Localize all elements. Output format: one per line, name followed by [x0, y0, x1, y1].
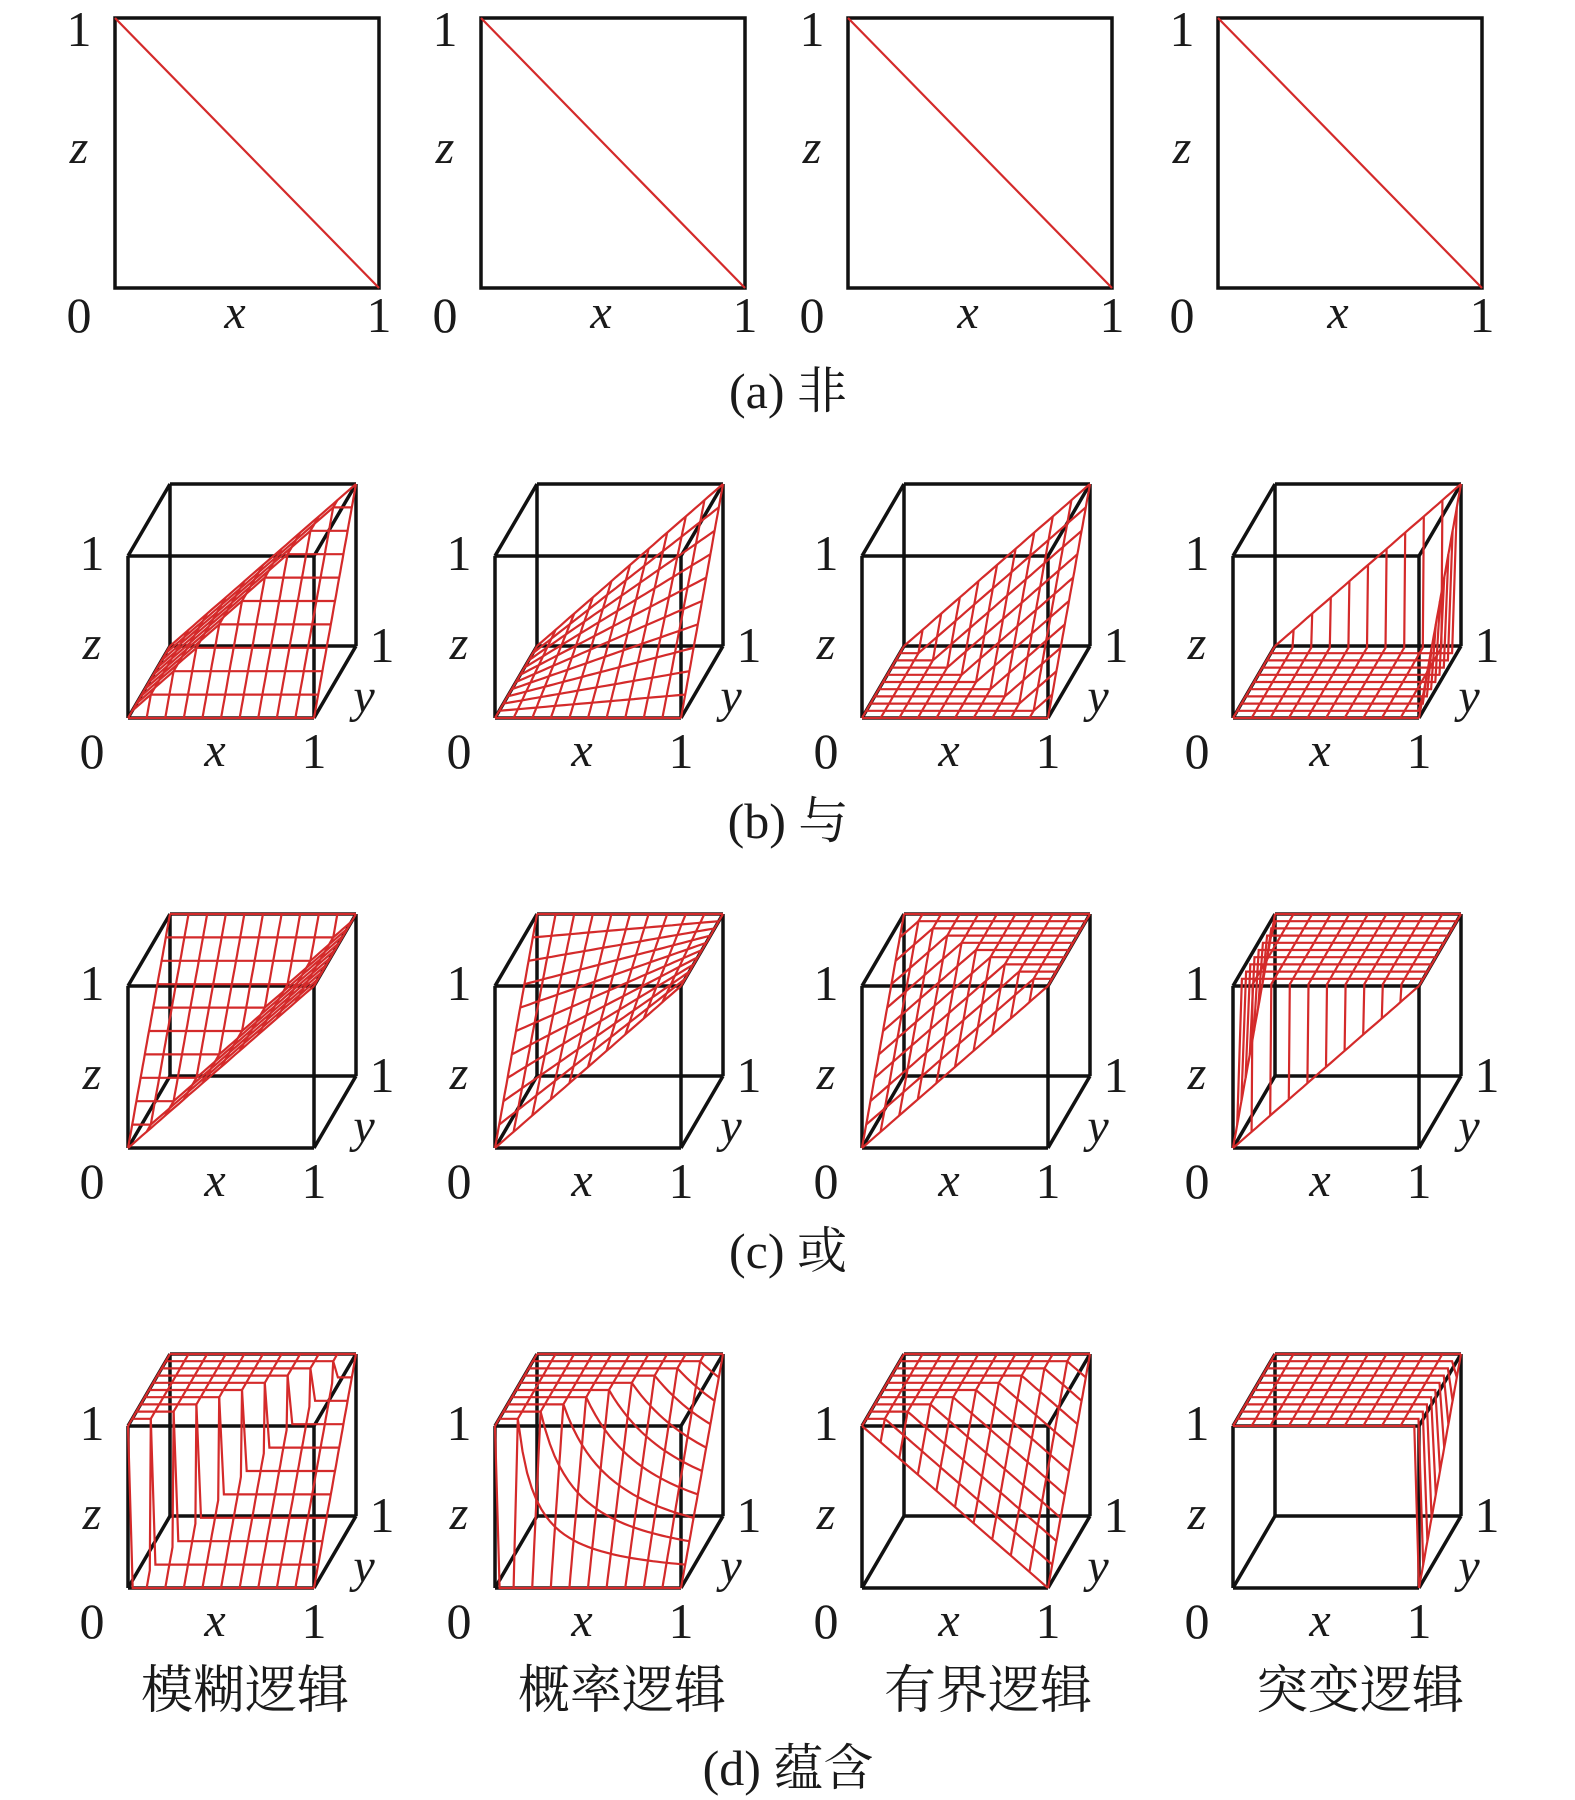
x-tick-1: 1 [1099, 287, 1125, 343]
not-curve [848, 18, 1112, 288]
x-axis-label: x [224, 286, 246, 339]
cube-edge [495, 484, 537, 556]
x-axis-label: x [571, 724, 593, 777]
z-axis-label: z [1172, 121, 1192, 174]
y-axis-label: y [353, 1540, 375, 1593]
y-tick-1: 1 [736, 1487, 762, 1543]
cube-edge [1048, 1076, 1090, 1148]
y-axis-label: y [1087, 1100, 1109, 1153]
surface-mesh [495, 1354, 723, 1588]
y-axis-label: y [1087, 670, 1109, 723]
x-tick-1: 1 [1469, 287, 1495, 343]
y-axis-label: y [720, 670, 742, 723]
x-tick-1: 1 [668, 1153, 694, 1209]
y-tick-1: 1 [736, 617, 762, 673]
z-tick-1: 1 [1184, 1395, 1210, 1451]
z-tick-1: 1 [432, 1, 458, 57]
panel-b-3 [814, 484, 1129, 779]
mesh-line [132, 1419, 318, 1565]
mesh-line [533, 507, 719, 653]
mesh-line [866, 1419, 1052, 1565]
cube-edge [314, 1076, 356, 1148]
x-tick-0: 0 [1184, 1593, 1210, 1649]
panel-a-4 [1170, 1, 1495, 343]
not-curve [481, 18, 745, 288]
z-tick-1: 1 [1169, 1, 1195, 57]
z-tick-1: 1 [813, 955, 839, 1011]
y-tick-1: 1 [1103, 1487, 1129, 1543]
z-tick-1: 1 [813, 525, 839, 581]
x-tick-1: 1 [1035, 723, 1061, 779]
mesh-line [170, 484, 356, 646]
panel-b-2 [447, 484, 762, 779]
cube-edge [862, 484, 904, 556]
x-tick-0: 0 [446, 723, 472, 779]
x-tick-1: 1 [668, 723, 694, 779]
surface-mesh [495, 914, 723, 1148]
x-axis-label: x [1309, 724, 1331, 777]
mesh-line [1326, 565, 1368, 718]
x-axis-label: x [204, 1154, 226, 1207]
x-tick-0: 0 [813, 1593, 839, 1649]
y-tick-1: 1 [1474, 617, 1500, 673]
surface-mesh [1233, 1354, 1461, 1588]
x-axis-label: x [1327, 286, 1349, 339]
z-axis-label: z [435, 121, 455, 174]
mesh-line [149, 950, 335, 1031]
panel-b-1 [80, 484, 395, 779]
x-axis-label: x [1309, 1154, 1331, 1207]
caption-b: (b) 与 [727, 793, 849, 849]
x-tick-0: 0 [79, 1593, 105, 1649]
column-label-1: 模糊逻辑 [140, 1663, 350, 1720]
panel-c-4 [1185, 914, 1500, 1209]
x-tick-0: 0 [813, 1153, 839, 1209]
x-axis-label: x [938, 1154, 960, 1207]
x-tick-0: 0 [446, 1593, 472, 1649]
z-tick-1: 1 [799, 1, 825, 57]
surface-mesh [862, 1354, 1090, 1588]
x-tick-1: 1 [1035, 1593, 1061, 1649]
y-axis-label: y [353, 670, 375, 723]
z-tick-1: 1 [1184, 525, 1210, 581]
y-tick-1: 1 [736, 1047, 762, 1103]
surface-mesh [128, 914, 356, 1148]
panel-d-3 [814, 1354, 1129, 1649]
mesh-line [1241, 1412, 1427, 1542]
y-axis-label: y [1458, 1100, 1480, 1153]
z-axis-label: z [82, 1047, 102, 1100]
surface-mesh [1233, 914, 1461, 1148]
caption-a: (a) 非 [729, 363, 847, 419]
x-tick-1: 1 [1406, 1593, 1432, 1649]
x-tick-0: 0 [1169, 287, 1195, 343]
panel-a-1 [67, 1, 392, 343]
mesh-line [1307, 914, 1349, 1083]
mesh-line [887, 943, 1073, 1008]
z-axis-label: z [802, 121, 822, 174]
x-axis-label: x [571, 1594, 593, 1647]
mesh-line [136, 1412, 322, 1542]
z-tick-1: 1 [79, 525, 105, 581]
x-axis-label: x [204, 724, 226, 777]
y-axis-label: y [1087, 1540, 1109, 1593]
cube-edge [1233, 1516, 1275, 1588]
x-tick-0: 0 [799, 287, 825, 343]
y-axis-label: y [720, 1100, 742, 1153]
x-tick-0: 0 [813, 723, 839, 779]
x-tick-1: 1 [732, 287, 758, 343]
y-axis-label: y [1458, 1540, 1480, 1593]
mesh-line [879, 624, 1065, 689]
x-tick-1: 1 [301, 1593, 327, 1649]
x-tick-1: 1 [366, 287, 392, 343]
cube-edge [1419, 1076, 1461, 1148]
mesh-line [516, 1390, 702, 1471]
surface-mesh [495, 484, 723, 718]
y-tick-1: 1 [369, 1487, 395, 1543]
x-tick-0: 0 [1184, 723, 1210, 779]
surface-mesh [128, 1354, 356, 1588]
mesh-line [1345, 549, 1387, 718]
x-axis-label: x [938, 1594, 960, 1647]
x-tick-0: 0 [79, 1153, 105, 1209]
z-tick-1: 1 [813, 1395, 839, 1451]
z-axis-label: z [816, 617, 836, 670]
column-label-4: 突变逻辑 [1255, 1663, 1465, 1720]
z-tick-1: 1 [1184, 955, 1210, 1011]
z-tick-1: 1 [446, 525, 472, 581]
x-axis-label: x [590, 286, 612, 339]
mesh-line [883, 1390, 1069, 1471]
z-tick-1: 1 [79, 955, 105, 1011]
x-axis-label: x [938, 724, 960, 777]
panel-a-3 [800, 1, 1125, 343]
panel-b-4 [1185, 484, 1500, 779]
z-tick-1: 1 [66, 1, 92, 57]
z-axis-label: z [816, 1047, 836, 1100]
x-axis-label: x [204, 1594, 226, 1647]
not-curve [1218, 18, 1482, 288]
column-label-3: 有界逻辑 [883, 1663, 1093, 1720]
mesh-line [1237, 979, 1423, 1125]
y-tick-1: 1 [369, 1047, 395, 1103]
x-axis-label: x [571, 1154, 593, 1207]
cube-edge [862, 1516, 904, 1588]
z-axis-label: z [1187, 1487, 1207, 1540]
y-axis-label: y [1458, 670, 1480, 723]
x-axis-label: x [1309, 1594, 1331, 1647]
x-tick-1: 1 [301, 1153, 327, 1209]
panel-d-1 [80, 1354, 395, 1649]
x-tick-0: 0 [79, 723, 105, 779]
z-tick-1: 1 [446, 1395, 472, 1451]
z-tick-1: 1 [446, 955, 472, 1011]
z-axis-label: z [1187, 617, 1207, 670]
z-axis-label: z [449, 1047, 469, 1100]
x-tick-0: 0 [1184, 1153, 1210, 1209]
y-tick-1: 1 [1103, 617, 1129, 673]
z-axis-label: z [69, 121, 89, 174]
panel-d-2 [447, 1354, 762, 1649]
x-tick-0: 0 [446, 1153, 472, 1209]
surface-mesh [862, 914, 1090, 1148]
z-axis-label: z [1187, 1047, 1207, 1100]
surface-mesh [1233, 484, 1461, 718]
x-tick-1: 1 [301, 723, 327, 779]
mesh-line [1241, 972, 1427, 1102]
mesh-line [1271, 507, 1457, 653]
cube-edge [1233, 484, 1275, 556]
z-axis-label: z [82, 617, 102, 670]
x-axis-label: x [957, 286, 979, 339]
y-axis-label: y [353, 1100, 375, 1153]
caption-d: (d) 蕴含 [702, 1740, 874, 1796]
z-axis-label: z [82, 1487, 102, 1540]
y-axis-label: y [720, 1540, 742, 1593]
mesh-line [918, 1354, 960, 1475]
x-tick-1: 1 [668, 1593, 694, 1649]
z-axis-label: z [449, 617, 469, 670]
mesh-line [1267, 531, 1453, 661]
mesh-line [533, 921, 719, 937]
y-tick-1: 1 [369, 617, 395, 673]
y-tick-1: 1 [1474, 1047, 1500, 1103]
panel-c-3 [814, 914, 1129, 1209]
x-tick-0: 0 [432, 287, 458, 343]
cube-edge [128, 484, 170, 556]
panel-c-1 [80, 914, 395, 1209]
x-tick-1: 1 [1035, 1153, 1061, 1209]
column-label-2: 概率逻辑 [517, 1663, 727, 1720]
z-tick-1: 1 [79, 1395, 105, 1451]
surface-mesh [862, 484, 1090, 718]
mesh-line [904, 484, 1090, 646]
mesh-line [1326, 914, 1368, 1067]
mesh-line [1233, 1426, 1419, 1588]
x-tick-0: 0 [66, 287, 92, 343]
mesh-line [1237, 1419, 1423, 1565]
panel-c-2 [447, 914, 762, 1209]
panel-d-4 [1185, 1354, 1500, 1649]
x-tick-1: 1 [1406, 1153, 1432, 1209]
mesh-line [153, 1383, 339, 1448]
z-axis-label: z [449, 1487, 469, 1540]
y-tick-1: 1 [1103, 1047, 1129, 1103]
surface-mesh [128, 484, 356, 718]
panel-a-2 [433, 1, 758, 343]
x-tick-1: 1 [1406, 723, 1432, 779]
mesh-line [520, 578, 706, 675]
mesh-line [1254, 1390, 1440, 1471]
cube-edge [681, 1076, 723, 1148]
not-curve [115, 18, 379, 288]
caption-c: (c) 或 [729, 1223, 847, 1279]
z-axis-label: z [816, 1487, 836, 1540]
y-tick-1: 1 [1474, 1487, 1500, 1543]
